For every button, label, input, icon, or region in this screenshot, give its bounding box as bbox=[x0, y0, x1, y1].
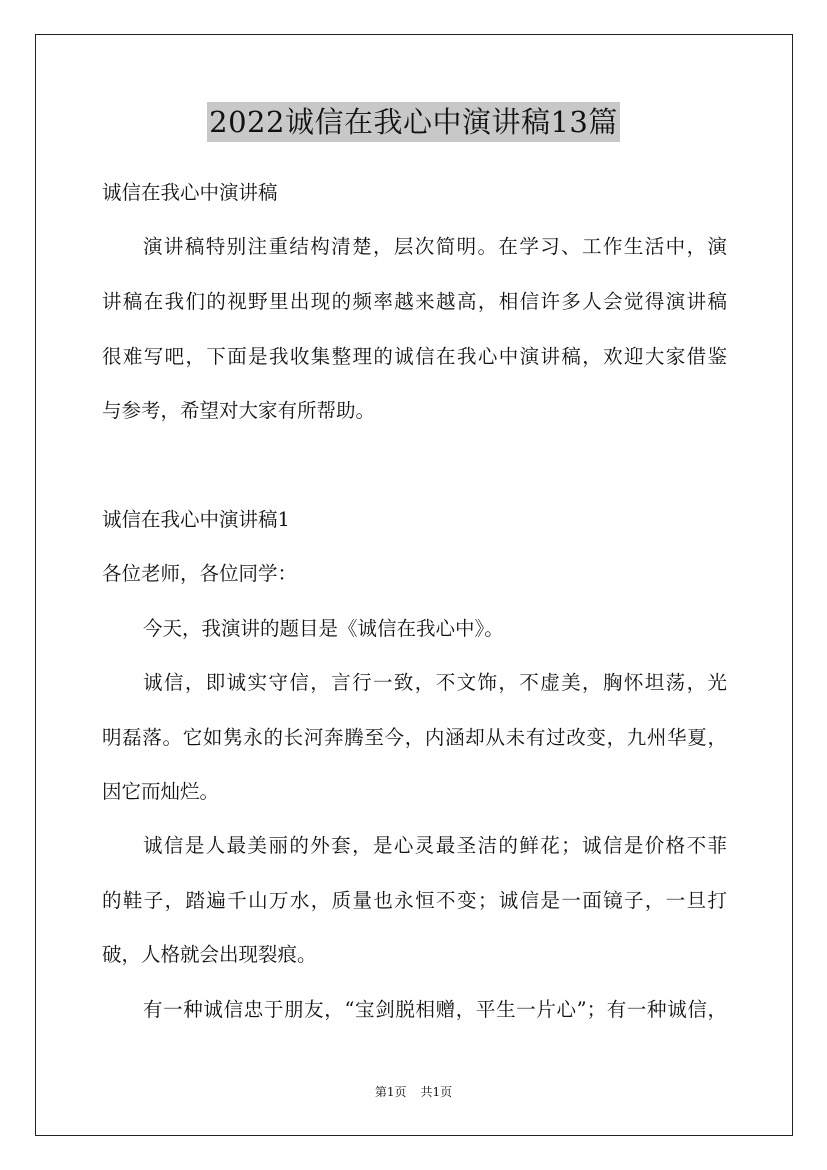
paragraph-line: 与参考，希望对大家有所帮助。 bbox=[102, 399, 376, 422]
paragraph-line: 破，人格就会出现裂痕。 bbox=[102, 943, 317, 966]
paragraph-line: 诚信是人最美丽的外套，是心灵最圣洁的鲜花；诚信是价格不菲 bbox=[143, 834, 727, 857]
document-title: 2022诚信在我心中演讲稿13篇 bbox=[207, 102, 620, 142]
section-heading: 诚信在我心中演讲稿1 bbox=[102, 508, 290, 531]
paragraph-line: 的鞋子，踏遍千山万水，质量也永恒不变；诚信是一面镜子，一旦打 bbox=[102, 889, 727, 912]
paragraph-line: 很难写吧，下面是我收集整理的诚信在我心中演讲稿，欢迎大家借鉴 bbox=[102, 345, 727, 368]
paragraph-line: 因它而灿烂。 bbox=[102, 780, 220, 803]
paragraph-line: 今天，我演讲的题目是《诚信在我心中》。 bbox=[143, 617, 504, 640]
paragraph-line: 演讲稿特别注重结构清楚，层次简明。在学习、工作生活中，演 bbox=[143, 235, 727, 258]
title-container bbox=[0, 102, 827, 142]
paragraph-line: 诚信，即诚实守信，言行一致，不文饰，不虚美，胸怀坦荡，光 bbox=[143, 671, 727, 694]
paragraph-line: 明磊落。它如隽永的长河奔腾至今，内涵却从未有过改变，九州华夏， bbox=[102, 726, 727, 749]
page-total: 共1页 bbox=[420, 1085, 453, 1099]
paragraph-line: 讲稿在我们的视野里出现的频率越来越高，相信许多人会觉得演讲稿 bbox=[102, 290, 727, 313]
page-number: 第1页 bbox=[374, 1085, 407, 1099]
section-heading: 诚信在我心中演讲稿 bbox=[102, 181, 278, 204]
salutation: 各位老师，各位同学： bbox=[102, 562, 298, 585]
paragraph-line: 有一种诚信忠于朋友，“宝剑脱相赠，平生一片心”；有一种诚信， bbox=[143, 998, 727, 1021]
page-footer bbox=[0, 1084, 827, 1100]
